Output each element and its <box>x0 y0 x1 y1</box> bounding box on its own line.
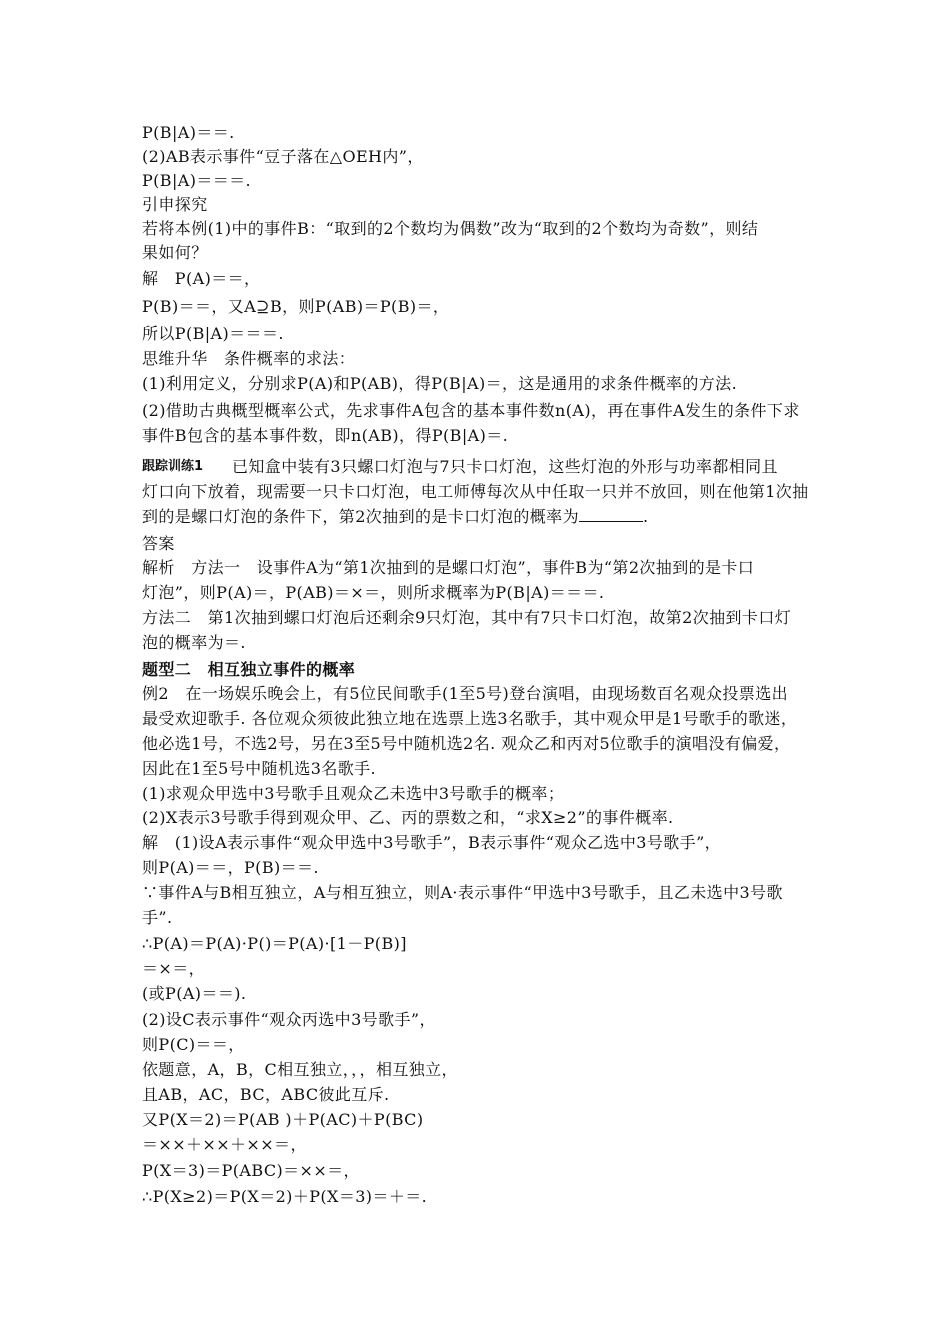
text-line: 依题意，A，B，C相互独立，，，相互独立， <box>142 1060 458 1079</box>
answer-blank <box>579 506 643 522</box>
text-line: ∴P(A)＝P(A)·P()＝P(A)·[1－P(B)] <box>142 934 407 953</box>
section-heading: 引申探究 <box>142 195 208 214</box>
text-line: (1)求观众甲选中3号歌手且观众乙未选中3号歌手的概率； <box>142 784 565 803</box>
text-line: 若将本例(1)中的事件B：“取到的2个数均为偶数”改为“取到的2个数均为奇数”，则结 <box>142 219 759 238</box>
text-line: 灯口向下放着，现需要一只卡口灯泡，电工师傅每次从中任取一只并不放回，则在他第1次抽 <box>142 482 809 501</box>
text-line: ＝×＝， <box>142 959 206 978</box>
section-title: 题型二 相互独立事件的概率 <box>142 660 356 679</box>
text-line: 则P(C)＝＝， <box>142 1035 245 1054</box>
text-line: 因此在1至5号中随机选3名歌手. <box>142 759 377 778</box>
text-line: 解析 方法一 设事件A为“第1次抽到的是螺口灯泡”，事件B为“第2次抽到的是卡口 <box>142 558 755 577</box>
text-line: (2)X表示3号歌手得到观众甲、乙、丙的票数之和，“求X≥2”的事件概率. <box>142 808 674 827</box>
text-line: 手”. <box>142 908 173 927</box>
text-line: 解 (1)设A表示事件“观众甲选中3号歌手”，B表示事件“观众乙选中3号歌手”， <box>142 833 722 852</box>
text-line: ＝××＋××＋××＝， <box>142 1135 307 1154</box>
text-segment: 到的是螺口灯泡的条件下，第2次抽到的是卡口灯泡的概率为 <box>142 507 579 526</box>
text-line: P(B)＝＝，又A⊇B，则P(AB)＝P(B)＝， <box>142 297 450 316</box>
text-line: (2)AB表示事件“豆子落在△OEH内”， <box>142 147 424 166</box>
text-line: (或P(A)＝＝). <box>142 984 247 1003</box>
text-line: 方法二 第1次抽到螺口灯泡后还剩余9只灯泡，其中有7只卡口灯泡，故第2次抽到卡口灯 <box>142 608 792 627</box>
text-line: (1)利用定义，分别求P(A)和P(AB)，得P(B|A)＝，这是通用的求条件概率的方法. <box>142 374 738 393</box>
text-line: (2)设C表示事件“观众丙选中3号歌手”， <box>142 1010 436 1029</box>
text-line: 事件B包含的基本事件数，即n(AB)，得P(B|A)＝. <box>142 426 509 445</box>
text-line: 他必选1号，不选2号，另在3至5号中随机选2名. 观众乙和丙对5位歌手的演唱没有偏爱， <box>142 734 791 753</box>
text-line: 解 P(A)＝＝， <box>142 269 261 288</box>
text-line: 泡的概率为＝. <box>142 633 246 652</box>
text-line: ∵事件A与B相互独立，A与相互独立，则A·表示事件“甲选中3号歌手，且乙未选中3号歌 <box>142 883 783 902</box>
text-line: 例2 在一场娱乐晚会上，有5位民间歌手(1至5号)登台演唱，由现场数百名观众投票选出 <box>142 684 789 703</box>
text-line: 最受欢迎歌手. 各位观众须彼此独立地在选票上选3名歌手，其中观众甲是1号歌手的歌迷， <box>142 709 798 728</box>
text-line: 答案 <box>142 534 175 553</box>
text-line: ∴P(X≥2)＝P(X＝2)＋P(X＝3)＝＋＝. <box>142 1187 428 1206</box>
section-heading: 思维升华 条件概率的求法： <box>142 349 356 368</box>
text-line: P(B|A)＝＝＝. <box>142 171 252 190</box>
text-line <box>142 506 648 528</box>
text-line: 又P(X＝2)＝P(AB )＋P(AC)＋P(BC) <box>142 1110 424 1129</box>
text-line: 果如何？ <box>142 243 208 262</box>
text-line: 且AB，AC，BC，ABC彼此互斥. <box>142 1085 390 1104</box>
exercise-tag: 跟踪训练1 <box>142 459 204 474</box>
text-line: (2)借助古典概型概率公式，先求事件A包含的基本事件数n(A)，再在事件A发生的条件下求 <box>142 401 800 420</box>
text-line: 已知盒中装有3只螺口灯泡与7只卡口灯泡，这些灯泡的外形与功率都相同且 <box>232 457 778 476</box>
text-line: 所以P(B|A)＝＝＝. <box>142 324 284 343</box>
text-line: P(X＝3)＝P(ABC)＝××＝， <box>142 1161 360 1180</box>
text-line: 灯泡”，则P(A)＝，P(AB)＝×＝，则所求概率为P(B|A)＝＝＝. <box>142 583 605 602</box>
text-line: P(B|A)＝＝. <box>142 123 235 142</box>
text-segment: . <box>642 507 649 526</box>
text-line: 则P(A)＝＝，P(B)＝＝. <box>142 858 319 877</box>
